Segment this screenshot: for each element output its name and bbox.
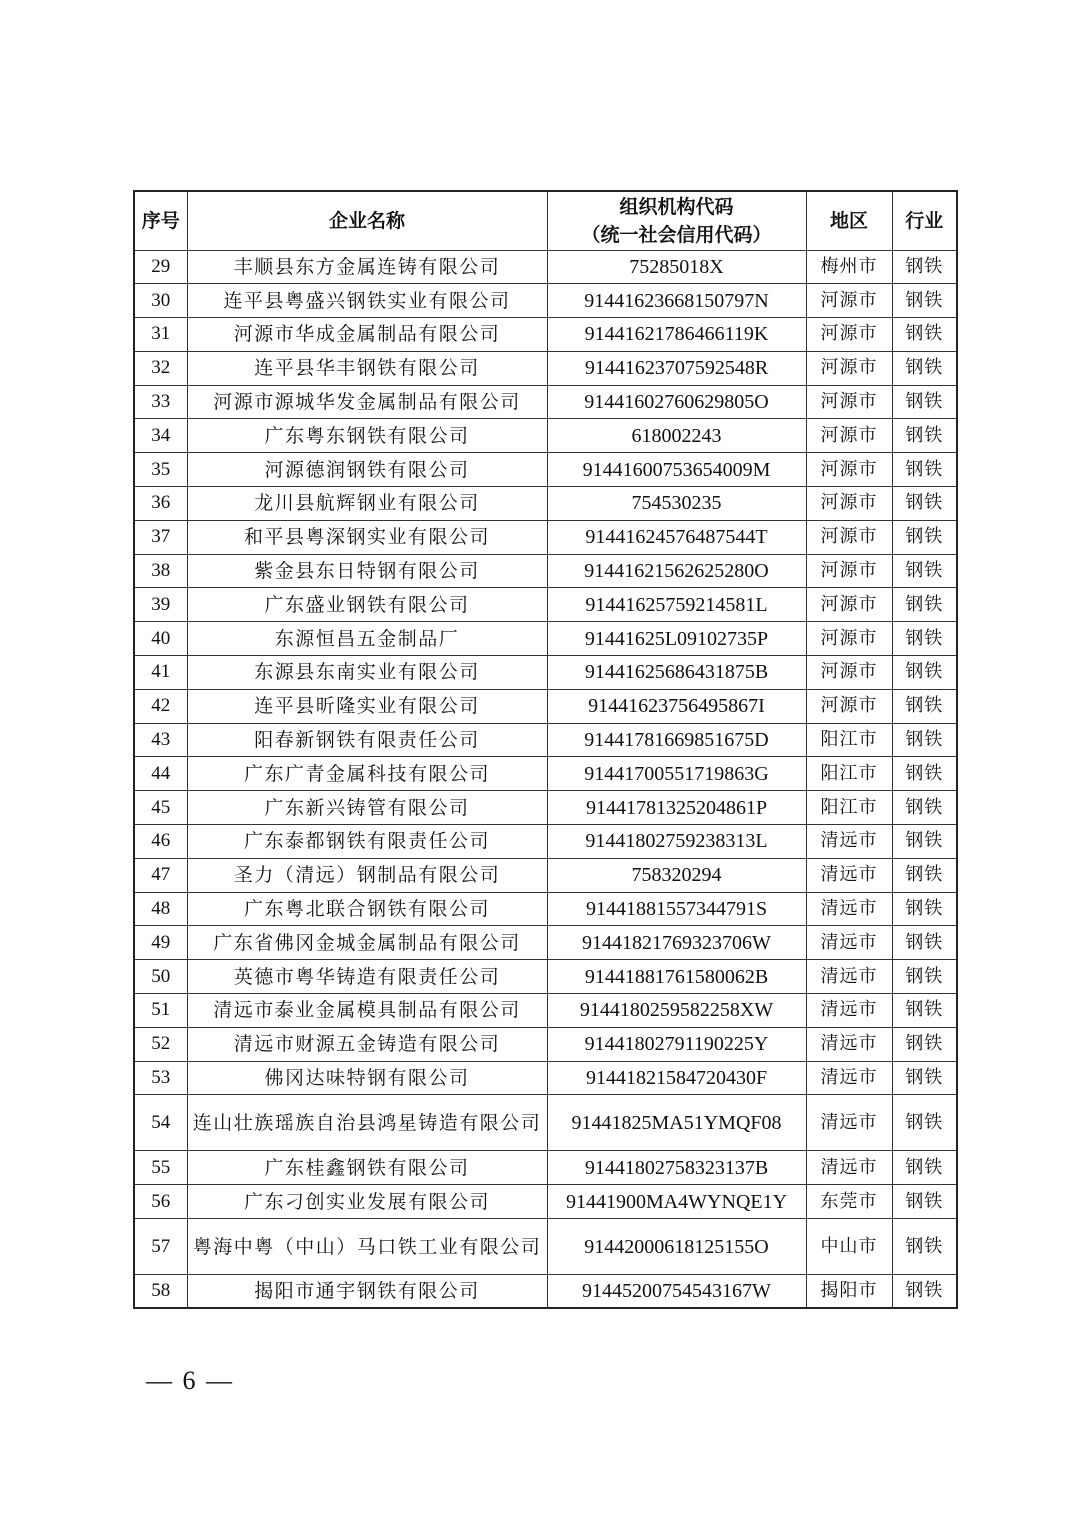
row-index: 36 [134, 487, 187, 521]
row-enterprise-name: 广东桂鑫钢铁有限公司 [187, 1151, 547, 1185]
row-region: 清远市 [806, 926, 892, 960]
table-row [134, 1027, 957, 1061]
row-credit-code: 91441825MA51YMQF08 [547, 1095, 806, 1151]
row-enterprise-name: 广东粤北联合钢铁有限公司 [187, 892, 547, 926]
row-index: 33 [134, 385, 187, 419]
row-industry: 钢铁 [892, 926, 957, 960]
row-enterprise-name: 英德市粤华铸造有限责任公司 [187, 960, 547, 994]
header-industry: 行业 [892, 191, 957, 250]
table-row [134, 960, 957, 994]
row-enterprise-name: 广东泰都钢铁有限责任公司 [187, 825, 547, 859]
row-enterprise-name: 连平县昕隆实业有限公司 [187, 689, 547, 723]
row-industry: 钢铁 [892, 1151, 957, 1185]
row-index: 30 [134, 284, 187, 318]
row-credit-code: 91441625L09102735P [547, 622, 806, 656]
row-enterprise-name: 河源市源城华发金属制品有限公司 [187, 385, 547, 419]
row-enterprise-name: 清远市泰业金属模具制品有限公司 [187, 994, 547, 1028]
row-region: 河源市 [806, 622, 892, 656]
table-row [134, 385, 957, 419]
row-enterprise-name: 东源恒昌五金制品厂 [187, 622, 547, 656]
row-industry: 钢铁 [892, 892, 957, 926]
row-credit-code: 91441623707592548R [547, 351, 806, 385]
row-credit-code: 91441802758323137B [547, 1151, 806, 1185]
row-region: 河源市 [806, 689, 892, 723]
row-region: 揭阳市 [806, 1275, 892, 1309]
row-industry: 钢铁 [892, 622, 957, 656]
row-industry: 钢铁 [892, 453, 957, 487]
row-industry: 钢铁 [892, 960, 957, 994]
table-row [134, 453, 957, 487]
row-region: 清远市 [806, 1151, 892, 1185]
row-region: 清远市 [806, 1027, 892, 1061]
row-enterprise-name: 清远市财源五金铸造有限公司 [187, 1027, 547, 1061]
row-region: 清远市 [806, 858, 892, 892]
row-credit-code: 91441900MA4WYNQE1Y [547, 1185, 806, 1219]
row-index: 35 [134, 453, 187, 487]
header-code-line1: 组织机构代码 [619, 195, 734, 218]
row-industry: 钢铁 [892, 520, 957, 554]
row-industry: 钢铁 [892, 656, 957, 690]
table-row [134, 1061, 957, 1095]
row-credit-code: 91441821584720430F [547, 1061, 806, 1095]
row-credit-code: 91441802759238313L [547, 825, 806, 859]
row-enterprise-name: 广东广青金属科技有限公司 [187, 757, 547, 791]
row-industry: 钢铁 [892, 351, 957, 385]
row-credit-code: 91445200754543167W [547, 1275, 806, 1309]
row-region: 河源市 [806, 588, 892, 622]
row-region: 清远市 [806, 825, 892, 859]
table-row [134, 656, 957, 690]
header-index: 序号 [134, 191, 187, 250]
row-region: 阳江市 [806, 757, 892, 791]
row-region: 河源市 [806, 554, 892, 588]
row-credit-code: 758320294 [547, 858, 806, 892]
row-industry: 钢铁 [892, 1027, 957, 1061]
header-code-line2: （统一社会信用代码） [581, 223, 772, 246]
row-credit-code: 91441623756495867I [547, 689, 806, 723]
row-industry: 钢铁 [892, 689, 957, 723]
row-region: 清远市 [806, 960, 892, 994]
row-index: 44 [134, 757, 187, 791]
row-enterprise-name: 广东新兴铸管有限公司 [187, 791, 547, 825]
row-enterprise-name: 河源市华成金属制品有限公司 [187, 318, 547, 352]
row-enterprise-name: 紫金县东日特钢有限公司 [187, 554, 547, 588]
row-enterprise-name: 粤海中粤（中山）马口铁工业有限公司 [187, 1219, 547, 1275]
row-region: 东莞市 [806, 1185, 892, 1219]
row-industry: 钢铁 [892, 487, 957, 521]
row-credit-code: 91441624576487544T [547, 520, 806, 554]
header-code [547, 191, 806, 250]
row-industry: 钢铁 [892, 250, 957, 284]
row-credit-code: 75285018X [547, 250, 806, 284]
row-credit-code: 91441802791190225Y [547, 1027, 806, 1061]
row-enterprise-name: 龙川县航辉钢业有限公司 [187, 487, 547, 521]
table-row [134, 250, 957, 284]
header-name: 企业名称 [187, 191, 547, 250]
row-region: 阳江市 [806, 791, 892, 825]
row-region: 清远市 [806, 994, 892, 1028]
row-region: 中山市 [806, 1219, 892, 1275]
table-row [134, 825, 957, 859]
row-industry: 钢铁 [892, 318, 957, 352]
row-index: 40 [134, 622, 187, 656]
row-region: 河源市 [806, 284, 892, 318]
table-row [134, 520, 957, 554]
row-credit-code: 91441781325204861P [547, 791, 806, 825]
row-credit-code: 91441623668150797N [547, 284, 806, 318]
row-credit-code: 91441821769323706W [547, 926, 806, 960]
row-enterprise-name: 阳春新钢铁有限责任公司 [187, 723, 547, 757]
row-enterprise-name: 佛冈达味特钢有限公司 [187, 1061, 547, 1095]
row-credit-code: 91441625759214581L [547, 588, 806, 622]
table-row [134, 554, 957, 588]
table-row [134, 926, 957, 960]
row-industry: 钢铁 [892, 1061, 957, 1095]
row-enterprise-name: 河源德润钢铁有限公司 [187, 453, 547, 487]
table-row [134, 318, 957, 352]
row-industry: 钢铁 [892, 1095, 957, 1151]
row-industry: 钢铁 [892, 723, 957, 757]
row-region: 河源市 [806, 656, 892, 690]
row-credit-code: 91441602760629805O [547, 385, 806, 419]
table-row [134, 588, 957, 622]
row-enterprise-name: 广东省佛冈金城金属制品有限公司 [187, 926, 547, 960]
table-row [134, 689, 957, 723]
row-enterprise-name: 圣力（清远）钢制品有限公司 [187, 858, 547, 892]
row-enterprise-name: 广东刁创实业发展有限公司 [187, 1185, 547, 1219]
table-row [134, 994, 957, 1028]
row-enterprise-name: 和平县粤深钢实业有限公司 [187, 520, 547, 554]
row-region: 河源市 [806, 351, 892, 385]
row-index: 56 [134, 1185, 187, 1219]
row-industry: 钢铁 [892, 858, 957, 892]
table-row [134, 723, 957, 757]
row-region: 河源市 [806, 520, 892, 554]
row-industry: 钢铁 [892, 825, 957, 859]
table-row [134, 284, 957, 318]
row-enterprise-name: 连平县粤盛兴钢铁实业有限公司 [187, 284, 547, 318]
row-index: 31 [134, 318, 187, 352]
table-row [134, 622, 957, 656]
row-index: 46 [134, 825, 187, 859]
row-index: 58 [134, 1275, 187, 1309]
row-industry: 钢铁 [892, 385, 957, 419]
row-region: 清远市 [806, 892, 892, 926]
row-index: 51 [134, 994, 187, 1028]
row-index: 49 [134, 926, 187, 960]
table-row [134, 892, 957, 926]
row-credit-code: 91441881761580062B [547, 960, 806, 994]
row-index: 29 [134, 250, 187, 284]
table-row [134, 791, 957, 825]
row-credit-code: 754530235 [547, 487, 806, 521]
row-region: 河源市 [806, 318, 892, 352]
row-region: 阳江市 [806, 723, 892, 757]
row-credit-code: 91441781669851675D [547, 723, 806, 757]
row-credit-code: 91441621786466119K [547, 318, 806, 352]
row-index: 50 [134, 960, 187, 994]
row-index: 48 [134, 892, 187, 926]
row-enterprise-name: 广东粤东钢铁有限公司 [187, 419, 547, 453]
header-region: 地区 [806, 191, 892, 250]
table-row [134, 1275, 957, 1309]
row-region: 河源市 [806, 487, 892, 521]
row-industry: 钢铁 [892, 1275, 957, 1309]
table-row [134, 1151, 957, 1185]
row-index: 37 [134, 520, 187, 554]
row-region: 河源市 [806, 419, 892, 453]
table-row [134, 1095, 957, 1151]
row-industry: 钢铁 [892, 1219, 957, 1275]
row-credit-code: 91442000618125155O [547, 1219, 806, 1275]
row-region: 清远市 [806, 1061, 892, 1095]
row-credit-code: 91441621562625280O [547, 554, 806, 588]
row-credit-code: 9144180259582258XW [547, 994, 806, 1028]
table-row [134, 1185, 957, 1219]
table-row [134, 419, 957, 453]
row-enterprise-name: 连山壮族瑶族自治县鸿星铸造有限公司 [187, 1095, 547, 1151]
row-credit-code: 91441700551719863G [547, 757, 806, 791]
row-industry: 钢铁 [892, 757, 957, 791]
row-credit-code: 91441625686431875B [547, 656, 806, 690]
row-index: 52 [134, 1027, 187, 1061]
table-row [134, 351, 957, 385]
row-industry: 钢铁 [892, 284, 957, 318]
row-region: 河源市 [806, 453, 892, 487]
page-number: — 6 — [146, 1366, 234, 1395]
table-header-row [134, 191, 957, 250]
row-region: 梅州市 [806, 250, 892, 284]
row-index: 57 [134, 1219, 187, 1275]
row-enterprise-name: 丰顺县东方金属连铸有限公司 [187, 250, 547, 284]
row-industry: 钢铁 [892, 588, 957, 622]
row-index: 34 [134, 419, 187, 453]
row-index: 53 [134, 1061, 187, 1095]
row-enterprise-name: 连平县华丰钢铁有限公司 [187, 351, 547, 385]
row-index: 45 [134, 791, 187, 825]
row-index: 47 [134, 858, 187, 892]
row-credit-code: 91441881557344791S [547, 892, 806, 926]
row-index: 39 [134, 588, 187, 622]
row-index: 55 [134, 1151, 187, 1185]
row-industry: 钢铁 [892, 554, 957, 588]
row-enterprise-name: 广东盛业钢铁有限公司 [187, 588, 547, 622]
enterprise-table [133, 190, 958, 1309]
row-credit-code: 91441600753654009M [547, 453, 806, 487]
row-region: 清远市 [806, 1095, 892, 1151]
row-index: 43 [134, 723, 187, 757]
row-industry: 钢铁 [892, 1185, 957, 1219]
table-row [134, 757, 957, 791]
row-industry: 钢铁 [892, 994, 957, 1028]
row-index: 42 [134, 689, 187, 723]
row-industry: 钢铁 [892, 419, 957, 453]
row-credit-code: 618002243 [547, 419, 806, 453]
table-row [134, 1219, 957, 1275]
row-enterprise-name: 东源县东南实业有限公司 [187, 656, 547, 690]
row-index: 38 [134, 554, 187, 588]
row-industry: 钢铁 [892, 791, 957, 825]
enterprise-table-container [133, 190, 956, 1309]
row-enterprise-name: 揭阳市通宇钢铁有限公司 [187, 1275, 547, 1309]
row-region: 河源市 [806, 385, 892, 419]
table-row [134, 858, 957, 892]
row-index: 54 [134, 1095, 187, 1151]
row-index: 32 [134, 351, 187, 385]
table-row [134, 487, 957, 521]
row-index: 41 [134, 656, 187, 690]
